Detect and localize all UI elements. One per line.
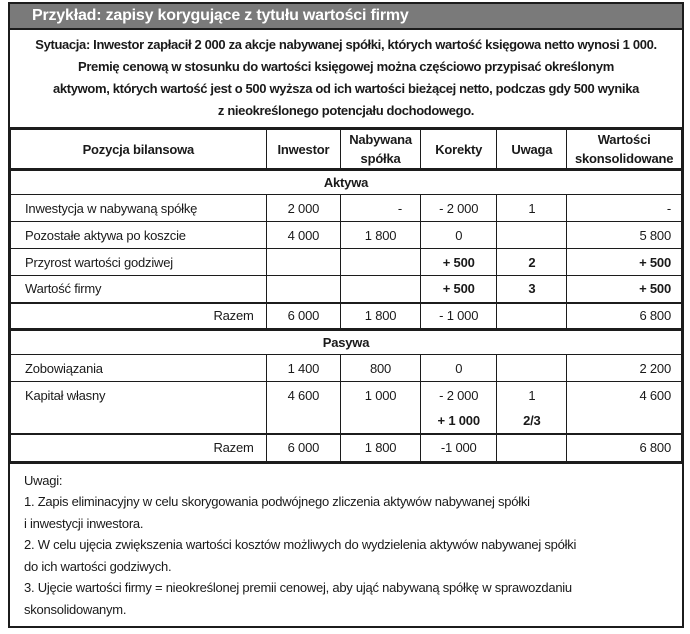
cell-inwestor: 6 000 (266, 434, 340, 461)
cell-skonsolidowane: + 500 (567, 276, 682, 303)
situation-line: Premię cenową w stosunku do wartości księgowej można częściowo przypisać określonym (78, 59, 614, 74)
cell-korekty: - 1 000 (420, 303, 496, 330)
cell-skonsolidowane: - (567, 195, 682, 222)
page-title: Przykład: zapisy korygujące z tytułu wartości firmy (32, 7, 409, 24)
cell-korekty: -1 000 (420, 434, 496, 461)
note-line: 2. W celu ujęcia zwiększenia wartości kosztów możliwych do wydzielenia aktywów nabywanej spółki (24, 537, 577, 552)
cell-nabywana (341, 249, 421, 276)
cell-label: Razem (11, 434, 267, 461)
table-row (11, 249, 682, 276)
cell-korekty: 0 (420, 355, 496, 382)
cell-inwestor: 4 600 (266, 382, 340, 435)
uwaga-line-1: 1 (528, 388, 536, 403)
situation-line: aktywom, których wartość jest o 500 wyższa od ich wartości bieżącej netto, podczas gdy 500 wynika (53, 81, 639, 96)
total-row-pasywa (11, 434, 682, 461)
notes-heading: Uwagi: (24, 472, 63, 488)
cell-uwaga (497, 355, 567, 382)
section-title: Aktywa (11, 170, 682, 195)
cell-label: Inwestycja w nabywaną spółkę (11, 195, 267, 222)
cell-inwestor: 2 000 (266, 195, 340, 222)
cell-skonsolidowane: 6 800 (567, 303, 682, 330)
table-row (11, 276, 682, 303)
cell-nabywana: 800 (341, 355, 421, 382)
cell-inwestor: 4 000 (266, 222, 340, 249)
table-row (11, 355, 682, 382)
col-header-uwaga: Uwaga (497, 130, 567, 170)
cell-inwestor (266, 249, 340, 276)
table-row (11, 195, 682, 222)
table-row (11, 222, 682, 249)
cell-uwaga: 3 (497, 276, 567, 303)
note-line: skonsolidowanym. (24, 601, 127, 617)
situation-line: Sytuacja: Inwestor zapłacił 2 000 za akcje nabywanej spółki, których wartość księgowa netto wynosi 1 000. (35, 37, 657, 52)
cell-inwestor (266, 276, 340, 303)
cell-skonsolidowane: 6 800 (567, 434, 682, 461)
cell-nabywana: 1 000 (341, 382, 421, 435)
col-header-skonsolidowane: Wartości skonsolidowane (567, 130, 682, 170)
cell-label: Kapitał własny (11, 382, 267, 435)
note-line: i inwestycji inwestora. (24, 515, 144, 531)
cell-label: Zobowiązania (11, 355, 267, 382)
cell-korekty: 0 (420, 222, 496, 249)
situation-line: z nieokreślonego potencjału dochodowego. (217, 103, 475, 118)
note-line: 3. Ujęcie wartości firmy = nieokreślonej premii cenowej, aby ująć nabywaną spółkę w sprawozdaniu (24, 580, 572, 595)
cell-uwaga: 1 (497, 195, 567, 222)
cell-nabywana: - (341, 195, 421, 222)
cell-skonsolidowane: 4 600 (567, 382, 682, 435)
section-header-aktywa (11, 170, 682, 195)
example-box (8, 2, 684, 628)
cell-korekty: - 2 000 (420, 195, 496, 222)
cell-nabywana: 1 800 (341, 222, 421, 249)
cell-uwaga (497, 382, 567, 435)
cell-uwaga (497, 434, 567, 461)
cell-korekty: + 500 (420, 249, 496, 276)
cell-uwaga (497, 303, 567, 330)
cell-korekty (420, 382, 496, 435)
uwaga-line-2: 2/3 (523, 413, 541, 428)
table-row (11, 382, 682, 435)
korekty-line-1: - 2 000 (439, 388, 479, 403)
title-bar (10, 4, 682, 30)
total-row-aktywa (11, 303, 682, 330)
cell-korekty: + 500 (420, 276, 496, 303)
section-header-pasywa (11, 330, 682, 355)
col-header-inwestor: Inwestor (266, 130, 340, 170)
cell-uwaga (497, 222, 567, 249)
consolidation-table (10, 129, 682, 462)
cell-uwaga: 2 (497, 249, 567, 276)
cell-skonsolidowane: 5 800 (567, 222, 682, 249)
cell-label: Wartość firmy (11, 276, 267, 303)
cell-skonsolidowane: + 500 (567, 249, 682, 276)
cell-label: Przyrost wartości godziwej (11, 249, 267, 276)
table-header-row (11, 130, 682, 170)
cell-inwestor: 6 000 (266, 303, 340, 330)
notes-section (10, 462, 682, 627)
cell-nabywana: 1 800 (341, 303, 421, 330)
cell-nabywana (341, 276, 421, 303)
section-title: Pasywa (11, 330, 682, 355)
note-line: 1. Zapis eliminacyjny w celu skorygowania podwójnego zliczenia aktywów nabywanej spółki (24, 494, 530, 509)
cell-nabywana: 1 800 (341, 434, 421, 461)
korekty-line-2: + 1 000 (437, 413, 480, 428)
situation-paragraph (10, 30, 682, 129)
col-header-korekty: Korekty (420, 130, 496, 170)
note-line: do ich wartości godziwych. (24, 558, 172, 574)
cell-label: Pozostałe aktywa po koszcie (11, 222, 267, 249)
cell-label: Razem (11, 303, 267, 330)
cell-skonsolidowane: 2 200 (567, 355, 682, 382)
cell-inwestor: 1 400 (266, 355, 340, 382)
col-header-nabywana: Nabywana spółka (341, 130, 421, 170)
col-header-pozycja: Pozycja bilansowa (11, 130, 267, 170)
